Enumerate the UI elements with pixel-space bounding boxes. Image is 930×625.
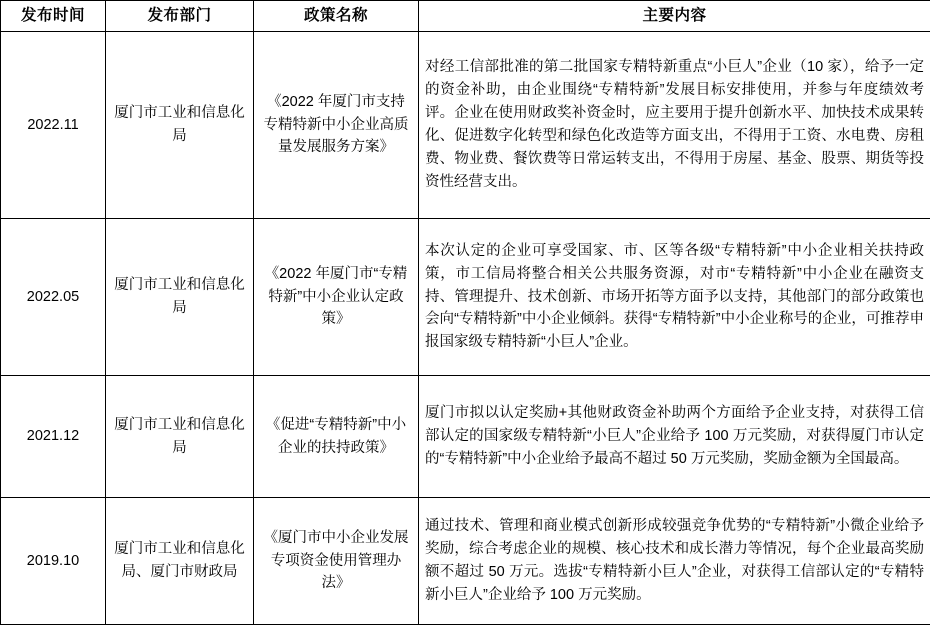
table-row xyxy=(1,376,930,498)
column-header-main-content: 主要内容 xyxy=(419,1,930,32)
cell-policy-name: 《厦门市中小企业发展专项资金使用管理办法》 xyxy=(254,498,419,625)
table-row xyxy=(1,32,930,219)
cell-main-content: 厦门市拟以认定奖励+其他财政资金补助两个方面给予企业支持，对获得工信部认定的国家级专精特新“小巨人”企业给予 100 万元奖励，对获得厦门市认定的“专精特新”中小企业给予最高不超过 50 万元奖励，奖励金额为全国最高。 xyxy=(419,376,930,498)
cell-publish-department: 厦门市工业和信息化局 xyxy=(106,376,254,498)
cell-publish-date: 2022.05 xyxy=(1,219,106,376)
cell-publish-date: 2021.12 xyxy=(1,376,106,498)
table-row xyxy=(1,498,930,625)
column-header-publish-department: 发布部门 xyxy=(106,1,254,32)
cell-publish-date: 2019.10 xyxy=(1,498,106,625)
cell-main-content: 本次认定的企业可享受国家、市、区等各级“专精特新”中小企业相关扶持政策，市工信局将整合相关公共服务资源，对市“专精特新”中小企业在融资支持、管理提升、技术创新、市场开拓等方面予以支持，其他部门的部分政策也会向“专精特新”中小企业倾斜。获得“专精特新”中小企业称号的企业，可推荐申报国家级专精特新“小巨人”企业。 xyxy=(419,219,930,376)
cell-publish-department: 厦门市工业和信息化局 xyxy=(106,32,254,219)
cell-main-content: 对经工信部批准的第二批国家专精特新重点“小巨人”企业（10 家），给予一定的资金补助，由企业围绕“专精特新”发展目标安排使用，并参与年度绩效考评。企业在使用财政奖补资金时，应主要用于提升创新水平、加快技术成果转化、促进数字化转型和绿色化改造等方面支出，不得用于工资、水电费、房租费、物业费、餐饮费等日常运转支出，不得用于房屋、基金、股票、期货等投资性经营支出。 xyxy=(419,32,930,219)
table-row xyxy=(1,219,930,376)
column-header-policy-name: 政策名称 xyxy=(254,1,419,32)
cell-policy-name: 《促进“专精特新”中小企业的扶持政策》 xyxy=(254,376,419,498)
cell-publish-department: 厦门市工业和信息化局、厦门市财政局 xyxy=(106,498,254,625)
table-header-row xyxy=(1,1,930,32)
cell-policy-name: 《2022 年厦门市支持专精特新中小企业高质量发展服务方案》 xyxy=(254,32,419,219)
cell-policy-name: 《2022 年厦门市“专精特新”中小企业认定政策》 xyxy=(254,219,419,376)
cell-publish-date: 2022.11 xyxy=(1,32,106,219)
cell-main-content: 通过技术、管理和商业模式创新形成较强竞争优势的“专精特新”小微企业给予奖励，综合考虑企业的规模、核心技术和成长潜力等情况，每个企业最高奖励额不超过 50 万元。选拔“专精特新小巨人”企业，对获得工信部认定的“专精特新小巨人”企业给予 100 万元奖励。 xyxy=(419,498,930,625)
cell-publish-department: 厦门市工业和信息化局 xyxy=(106,219,254,376)
column-header-publish-date: 发布时间 xyxy=(1,1,106,32)
